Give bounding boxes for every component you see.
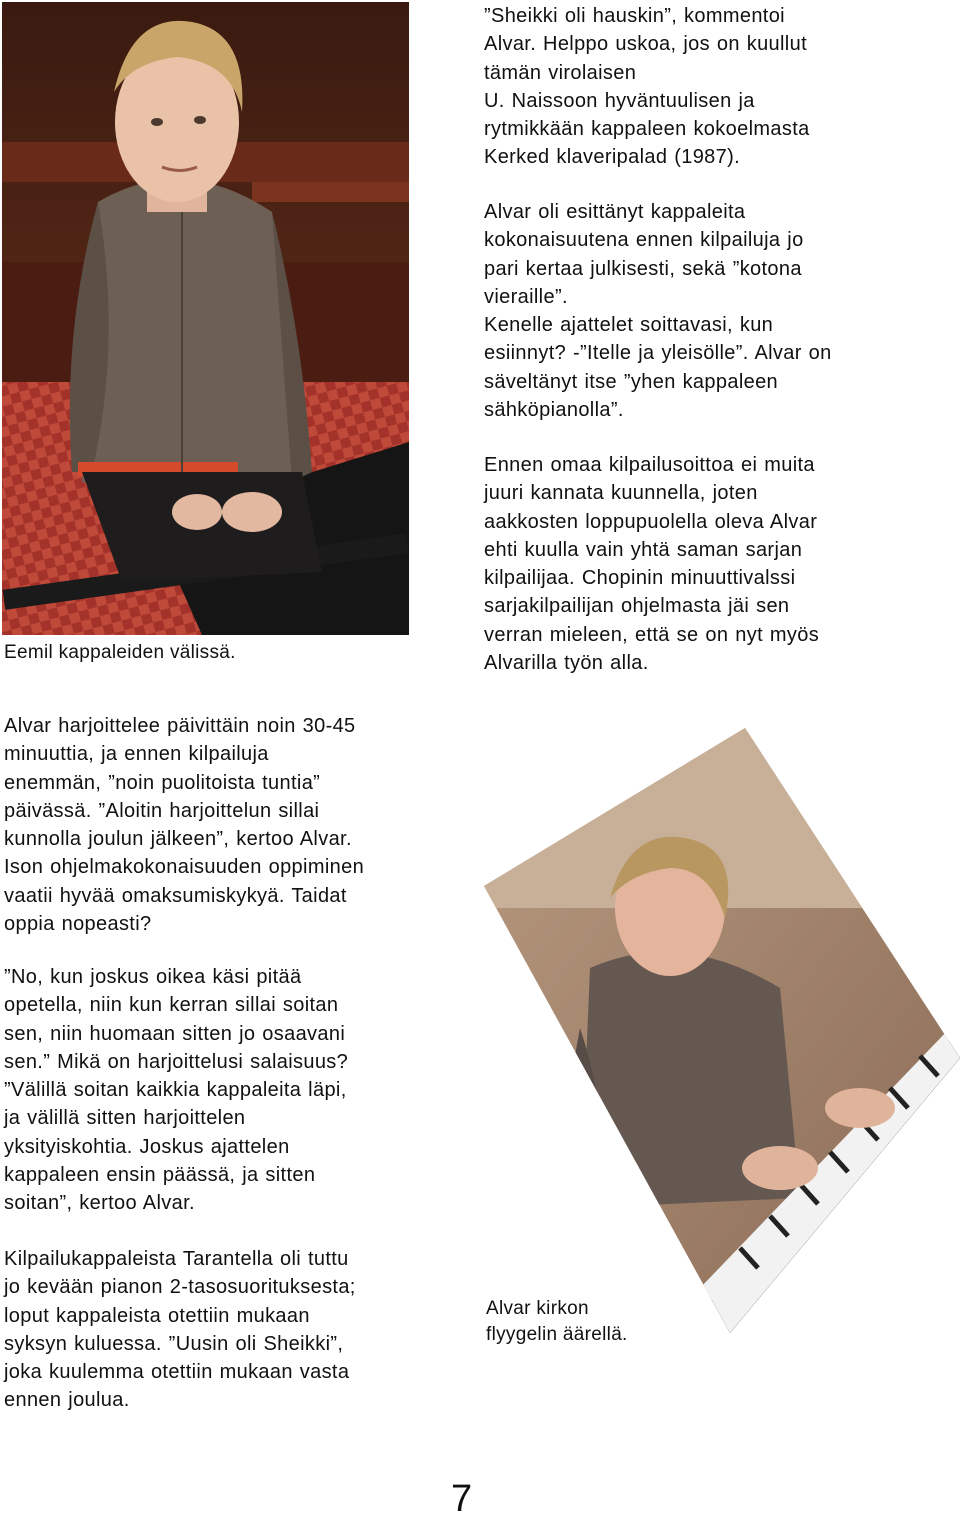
paragraph-listening: Ennen omaa kilpailusoittoa ei muita juuri kannata kuunnella, joten aakkosten loppupuolella oleva Alvar ehti kuulla vain yhtä saman sarjan kilpailijaa. Chopinin minuuttivalssi sarjakilpailijan ohjelmasta jäi sen verran mieleen, että se on nyt myös Alvarilla työn alla. bbox=[484, 454, 820, 675]
paragraph-performance: Alvar oli esittänyt kappaleita kokonaisuutena ennen kilpailuja jo pari kertaa julkisesti, sekä ”kotona vieraille”. Kenelle ajattelet soittavasi, kun esiinnyt? -”Itelle ja yleisölle”. Alvar on säveltänyt itse ”yhen kappaleen sähköpianolla”. bbox=[484, 201, 832, 422]
photo-boy-at-piano bbox=[480, 728, 960, 1333]
paragraph-practice: Alvar harjoittelee päivittäin noin 30-45 minuuttia, ja ennen kilpailuja enemmän, ”noin puolitoista tuntia” päivässä. ”Aloitin harjoittelun sillai kunnolla joulun jälkeen”, kertoo Alvar. Ison ohjelmakokonaisuuden oppiminen vaatii hyvää omaksumiskykyä. Taidat oppia nopeasti? bbox=[4, 715, 365, 936]
photo1-caption: Eemil kappaleiden välissä. bbox=[4, 642, 236, 663]
photo2-caption: Alvar kirkon flyygelin äärellä. bbox=[486, 1298, 628, 1345]
page-number: 7 bbox=[451, 1478, 473, 1520]
paragraph-pieces: Kilpailukappaleista Tarantella oli tuttu jo kevään pianon 2-tasosuorituksesta; loput kappaleista otettiin mukaan syksyn kuluessa. ”Uusin oli Sheikki”, joka kuulemma otettiin mukaan vasta ennen joulua. bbox=[4, 1248, 356, 1412]
paragraph-secret: ”No, kun joskus oikea käsi pitää opetella, niin kun kerran sillai soitan sen, niin huomaan sitten jo osaavani sen.” Mikä on harjoittelusi salaisuus? ”Välillä soitan kaikkia kappaleita läpi, ja välillä sitten harjoittelen yksityiskohtia. Joskus ajattelen kappaleen ensin päässä, ja sitten soitan”, kertoo Alvar. bbox=[4, 966, 349, 1215]
photo-boy-at-piano-image bbox=[480, 728, 960, 1333]
paragraph-sheikki: ”Sheikki oli hauskin”, kommentoi Alvar. Helppo uskoa, jos on kuullut tämän virolaisen U. Naissoon hyväntuulisen ja rytmikkään kappaleen kokoelmasta Kerked klaveripalad (1987). bbox=[484, 5, 810, 169]
photo-boy-on-bench-image bbox=[2, 2, 409, 635]
photo-boy-on-bench bbox=[2, 2, 409, 635]
